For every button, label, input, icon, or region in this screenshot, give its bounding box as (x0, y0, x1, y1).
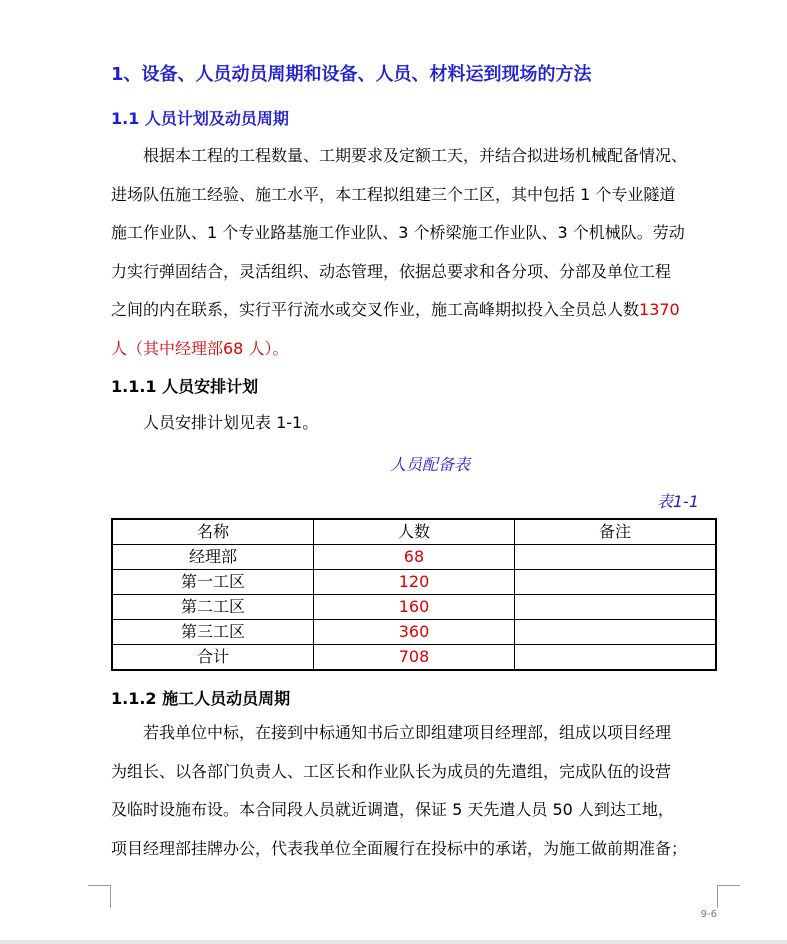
cell-count: 120 (313, 570, 514, 595)
heading-2: 1.1 人员计划及动员周期 (111, 109, 289, 128)
crop-mark-right (717, 885, 740, 908)
intro-line-2: 进场队伍施工经验、施工水平，本工程拟组建三个工区，其中包括 1 个专业隧道 (111, 184, 676, 204)
table-row (112, 545, 716, 570)
cell-count: 68 (313, 545, 514, 570)
cell-note (515, 620, 716, 645)
cell-note (515, 645, 716, 671)
mobilize-line-1: 若我单位中标，在接到中标通知书后立即组建项目经理部，组成以项目经理 (143, 723, 672, 742)
cell-name: 第三工区 (112, 620, 313, 645)
heading-3-plan: 1.1.1 人员安排计划 (111, 377, 259, 396)
cell-name: 第一工区 (112, 570, 313, 595)
table-header-row (112, 519, 716, 545)
table-number: 表1-1 (656, 492, 699, 511)
intro-paragraph (111, 137, 721, 369)
mobilize-line-2: 为组长、以各部门负责人、工区长和作业队长为成员的先遣组，完成队伍的设营 (111, 761, 672, 781)
heading-1: 1、设备、人员动员周期和设备、人员、材料运到现场的方法 (111, 64, 592, 85)
intro-line-6: 人（其中经理部68 人）。 (111, 338, 289, 358)
cell-count: 360 (313, 620, 514, 645)
crop-mark-left (88, 885, 111, 908)
total-headcount: 1370 (639, 300, 680, 320)
table-total-row (112, 645, 716, 671)
staffing-table (111, 518, 717, 671)
table-row (112, 620, 716, 645)
cell-note (515, 595, 716, 620)
table-row (112, 595, 716, 620)
cell-name: 第二工区 (112, 595, 313, 620)
mobilize-paragraph (111, 714, 721, 868)
cell-note (515, 570, 716, 595)
intro-line-4: 力实行弹固结合，灵活组织、动态管理，依据总要求和各分项、分部及单位工程 (111, 261, 672, 281)
page-number: 9-6 (700, 909, 717, 920)
cell-note (515, 545, 716, 570)
cell-name: 合计 (112, 645, 313, 671)
intro-line-5 (111, 291, 721, 330)
header-name: 名称 (112, 519, 313, 545)
plan-paragraph (111, 404, 721, 443)
header-note: 备注 (515, 519, 716, 545)
cell-count: 160 (313, 595, 514, 620)
intro-line-5-text: 之间的内在联系，实行平行流水或交叉作业，施工高峰期拟投入全员总人数 (111, 300, 640, 320)
plan-text: 人员安排计划见表 1-1。 (143, 413, 319, 432)
intro-line-1: 根据本工程的工程数量、工期要求及定额工天，并结合拟进场机械配备情况、 (143, 146, 688, 165)
mobilize-line-3: 及临时设施布设。本合同段人员就近调遣，保证 5 天先遣人员 50 人到达工地， (111, 800, 674, 820)
table-row (112, 570, 716, 595)
intro-line-3: 施工作业队、1 个专业路基施工作业队、3 个桥梁施工作业队、3 个机械队。劳动 (111, 223, 685, 243)
cell-name: 经理部 (112, 545, 313, 570)
heading-3-mobilize: 1.1.2 施工人员动员周期 (111, 689, 291, 708)
page-divider (0, 940, 787, 944)
table-caption: 人员配备表 (389, 455, 470, 474)
header-count: 人数 (313, 519, 514, 545)
cell-count: 708 (313, 645, 514, 671)
mobilize-line-4: 项目经理部挂牌办公，代表我单位全面履行在投标中的承诺，为施工做前期准备； (111, 838, 688, 858)
